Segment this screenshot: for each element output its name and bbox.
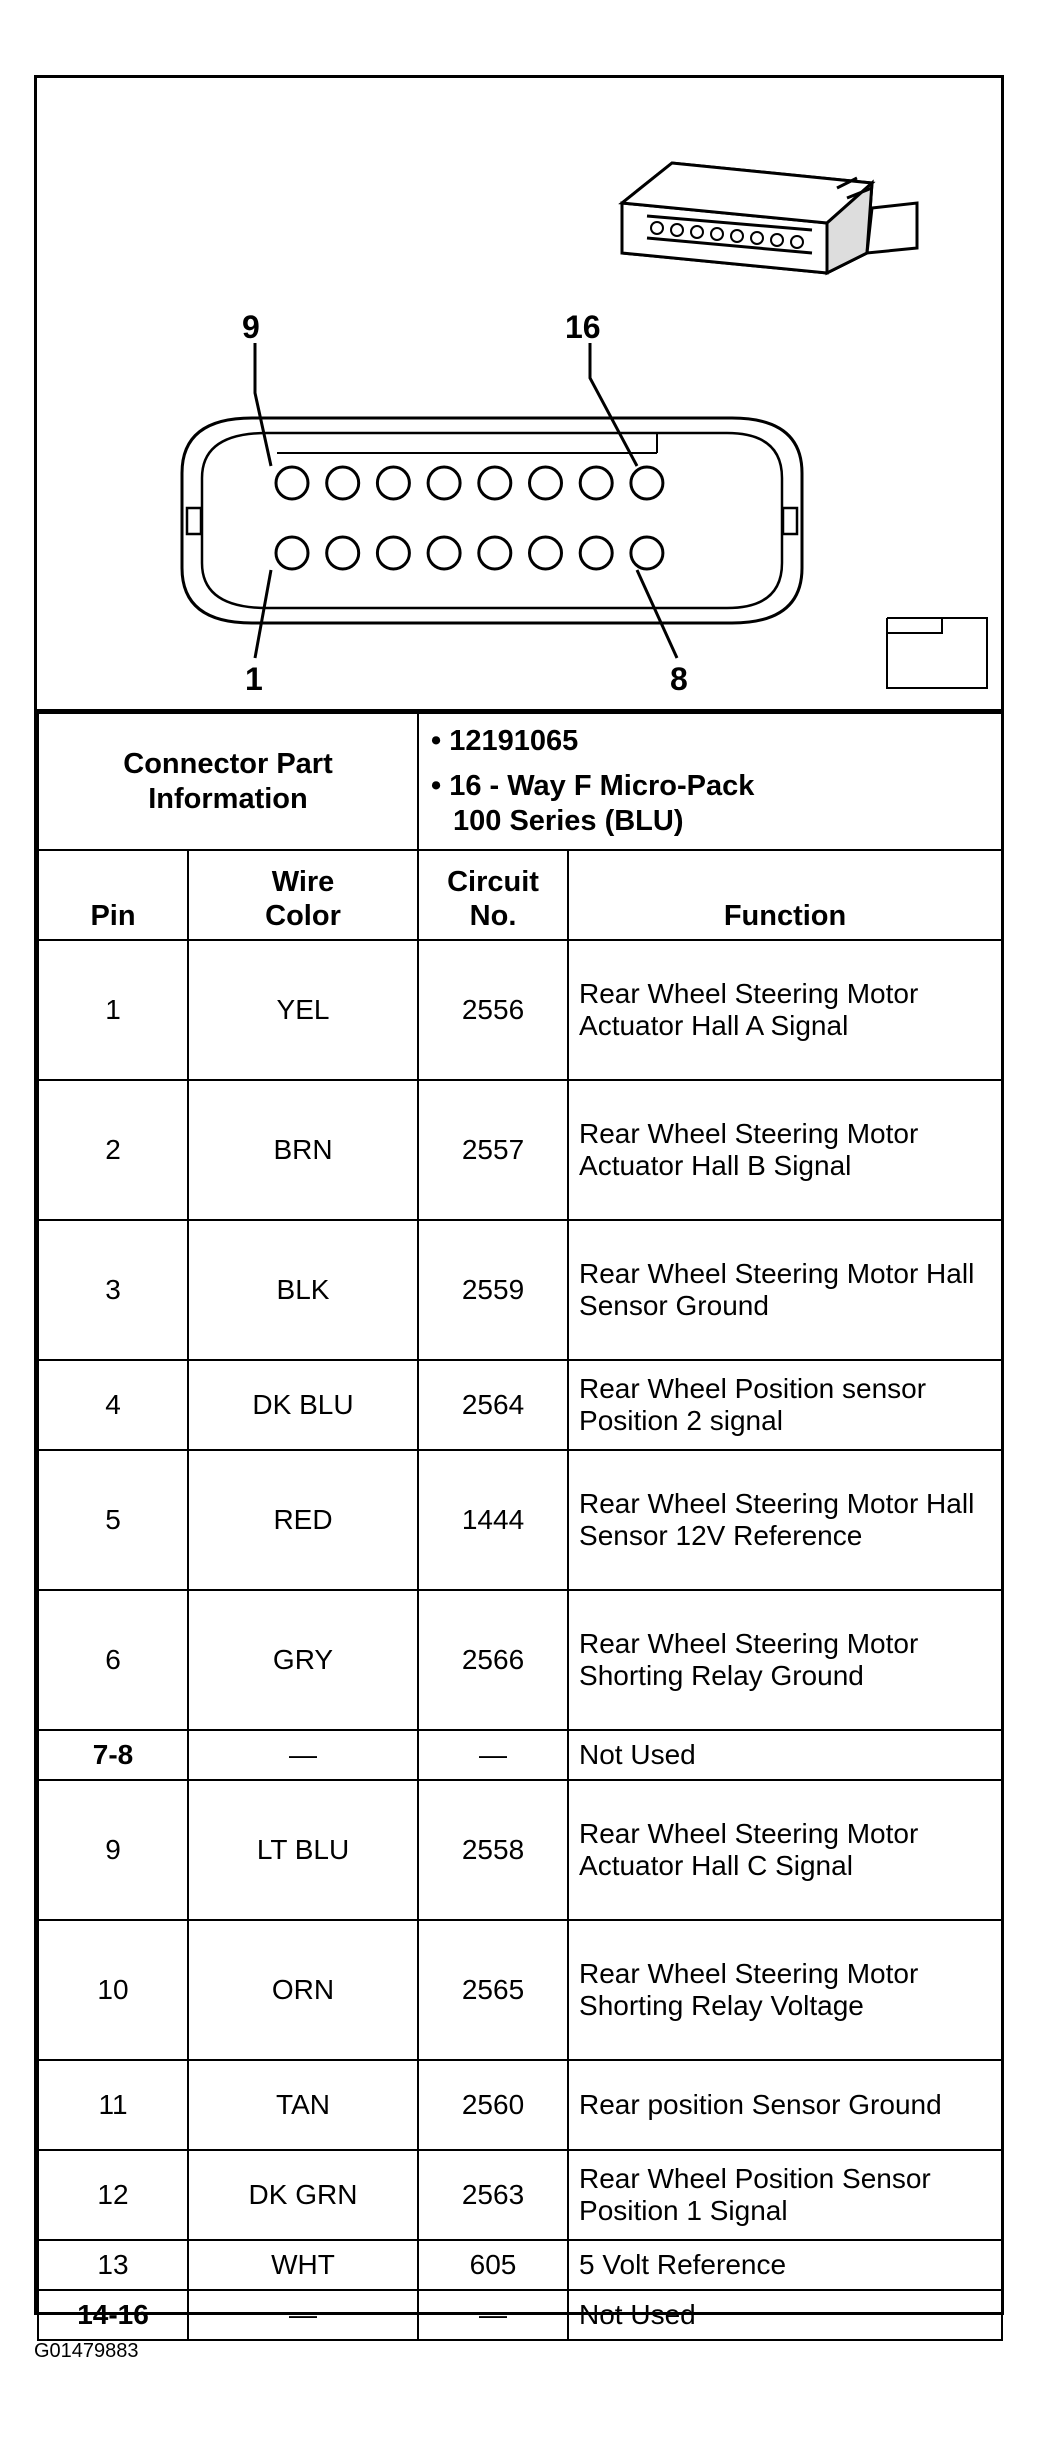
- function-cell: Rear position Sensor Ground: [568, 2060, 1002, 2150]
- circuit-cell: 605: [418, 2240, 568, 2290]
- function-cell: Rear Wheel Steering Motor Hall Sensor 12V Reference: [568, 1450, 1002, 1590]
- pin-label-16: 16: [565, 309, 601, 345]
- wire-color-cell: —: [188, 1730, 418, 1780]
- figure-id: G01479883: [34, 2340, 139, 2362]
- pin-cell: 9: [38, 1780, 188, 1920]
- circuit-cell: 2556: [418, 940, 568, 1080]
- bottom-pin-cavity: [530, 537, 562, 569]
- connector-3d-illustration: [622, 163, 917, 273]
- circuit-cell: 2566: [418, 1590, 568, 1730]
- table-row: [38, 2290, 1002, 2340]
- pin-label-1: 1: [245, 661, 263, 697]
- function-cell: Not Used: [568, 1730, 1002, 1780]
- circuit-cell: 2558: [418, 1780, 568, 1920]
- table-header-row: [38, 850, 1002, 940]
- pin-cell: 12: [38, 2150, 188, 2240]
- pin-label-8: 8: [670, 661, 688, 697]
- pin-cell: 13: [38, 2240, 188, 2290]
- pin-cell: 1: [38, 940, 188, 1080]
- bottom-pin-cavity: [631, 537, 663, 569]
- wire-color-cell: BRN: [188, 1080, 418, 1220]
- function-cell: Rear Wheel Steering Motor Actuator Hall A Signal: [568, 940, 1002, 1080]
- circuit-cell: 2557: [418, 1080, 568, 1220]
- top-pin-cavity: [479, 467, 511, 499]
- wire-color-cell: —: [188, 2290, 418, 2340]
- wire-color-cell: BLK: [188, 1220, 418, 1360]
- wire-color-cell: GRY: [188, 1590, 418, 1730]
- function-cell: Rear Wheel Steering Motor Shorting Relay Voltage: [568, 1920, 1002, 2060]
- pin-cell: 6: [38, 1590, 188, 1730]
- top-pin-cavity: [530, 467, 562, 499]
- top-pin-cavity: [631, 467, 663, 499]
- connector-info-label: Connector Part Information: [38, 713, 418, 850]
- connector-face-svg: [37, 78, 1001, 709]
- top-pin-cavity: [276, 467, 308, 499]
- table-row: [38, 1920, 1002, 2060]
- table-row: [38, 2150, 1002, 2240]
- bottom-pin-cavity: [580, 537, 612, 569]
- wire-color-cell: RED: [188, 1450, 418, 1590]
- top-pin-cavity: [377, 467, 409, 499]
- circuit-cell: 2564: [418, 1360, 568, 1450]
- wire-color-cell: LT BLU: [188, 1780, 418, 1920]
- table-row: [38, 1360, 1002, 1450]
- circuit-cell: —: [418, 2290, 568, 2340]
- wire-color-cell: DK GRN: [188, 2150, 418, 2240]
- pin-label-9: 9: [242, 309, 260, 345]
- bottom-pin-cavity: [479, 537, 511, 569]
- circuit-cell: 2565: [418, 1920, 568, 2060]
- wire-color-cell: TAN: [188, 2060, 418, 2150]
- pinout-table: [37, 712, 1003, 2341]
- circuit-cell: 1444: [418, 1450, 568, 1590]
- connector-bottom-pin-row: [276, 537, 663, 569]
- pinout-rows: [38, 940, 1002, 2340]
- wire-color-cell: YEL: [188, 940, 418, 1080]
- header-circuit-no: Circuit No.: [418, 850, 568, 940]
- function-cell: Rear Wheel Steering Motor Hall Sensor Ground: [568, 1220, 1002, 1360]
- wire-color-cell: DK BLU: [188, 1360, 418, 1450]
- function-cell: Rear Wheel Position sensor Position 2 signal: [568, 1360, 1002, 1450]
- connector-info-row: [38, 713, 1002, 850]
- header-function: Function: [568, 850, 1002, 940]
- header-wire-color: Wire Color: [188, 850, 418, 940]
- table-row: [38, 940, 1002, 1080]
- function-cell: Rear Wheel Steering Motor Shorting Relay Ground: [568, 1590, 1002, 1730]
- function-cell: Rear Wheel Steering Motor Actuator Hall B Signal: [568, 1080, 1002, 1220]
- function-cell: 5 Volt Reference: [568, 2240, 1002, 2290]
- circuit-cell: 2560: [418, 2060, 568, 2150]
- function-cell: Rear Wheel Steering Motor Actuator Hall C Signal: [568, 1780, 1002, 1920]
- bottom-pin-cavity: [327, 537, 359, 569]
- function-cell: Not Used: [568, 2290, 1002, 2340]
- top-pin-cavity: [428, 467, 460, 499]
- table-row: [38, 1220, 1002, 1360]
- pin-leader-lines: [255, 343, 677, 658]
- top-pin-cavity: [580, 467, 612, 499]
- connector-diagram: [37, 78, 1001, 712]
- top-pin-cavity: [327, 467, 359, 499]
- table-row: [38, 2240, 1002, 2290]
- connector-part-number: • 12191065: [431, 725, 579, 757]
- circuit-cell: 2559: [418, 1220, 568, 1360]
- table-row: [38, 1080, 1002, 1220]
- header-pin: Pin: [38, 850, 188, 940]
- table-row: [38, 2060, 1002, 2150]
- pin-cell: 4: [38, 1360, 188, 1450]
- bottom-pin-cavity: [428, 537, 460, 569]
- bottom-pin-cavity: [377, 537, 409, 569]
- table-row: [38, 1590, 1002, 1730]
- connector-description: • 16 - Way F Micro-Pack: [431, 770, 755, 802]
- circuit-cell: —: [418, 1730, 568, 1780]
- connector-face-outline: [182, 418, 802, 623]
- function-cell: Rear Wheel Position Sensor Position 1 Signal: [568, 2150, 1002, 2240]
- wire-color-cell: WHT: [188, 2240, 418, 2290]
- connector-sheet: [34, 75, 1004, 2330]
- wire-color-cell: ORN: [188, 1920, 418, 2060]
- table-row: [38, 1730, 1002, 1780]
- pin-cell: 7-8: [38, 1730, 188, 1780]
- pin-cell: 2: [38, 1080, 188, 1220]
- pin-cell: 5: [38, 1450, 188, 1590]
- pin-cell: 10: [38, 1920, 188, 2060]
- view-orientation-icon: [887, 618, 987, 688]
- circuit-cell: 2563: [418, 2150, 568, 2240]
- table-row: [38, 1780, 1002, 1920]
- pin-cell: 3: [38, 1220, 188, 1360]
- pin-cell: 14-16: [38, 2290, 188, 2340]
- table-row: [38, 1450, 1002, 1590]
- bottom-pin-cavity: [276, 537, 308, 569]
- connector-info-value: • 12191065 • 16 - Way F Micro-Pack 100 Series (BLU): [418, 713, 1002, 850]
- connector-top-pin-row: [276, 467, 663, 499]
- pin-cell: 11: [38, 2060, 188, 2150]
